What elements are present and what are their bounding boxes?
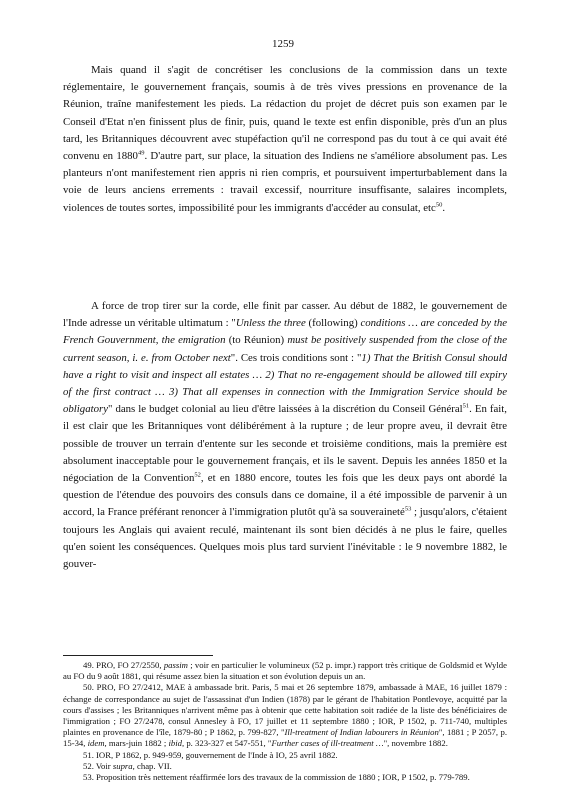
paragraph-text — [63, 298, 507, 573]
footnote-ref-50[interactable]: 50 — [435, 201, 443, 209]
text-run: (to Réunion) — [225, 334, 288, 347]
footnote-53: 53. Proposition très nettement réaffirmée lors des travaux de la commission de 1880 ; IOR, P 1502, p. 779-789. — [83, 772, 470, 783]
footnote-51: 51. IOR, P 1862, p. 949-959, gouvernement de l'Inde à IO, 25 avril 1882. — [83, 749, 338, 760]
italic-text: passim — [163, 660, 188, 670]
text-run: , mars-juin 1882 ; — [104, 738, 169, 749]
text-run: 50. PRO, FO 27/2412, MAE à ambassade brit. Paris, 5 mai et 26 septembre 1879, ambassade à MAE, 16 juillet 1879 : échange de correspondance au sujet de l'assassinat d'un Indien (1878) par le gérant de l'habitation Pontlevoye, acquitté par la cours d'assises ; les Britanniques n'arrivent même pas à obtenir que cette habitation soit radiée de la liste des bénéficiaires de l'immigration ; FO 27/2478, consul Annesley à FO, 17 juillet et 11 septembre 1880 ; IOR, P 1502, p. 711-740, multiples plaintes en provenance de l'île, 1879-80 ; P 1862, p. 799-827, " — [63, 682, 507, 738]
text-run: ", novembre 1882. — [383, 738, 448, 749]
text-run: 49. PRO, FO 27/2550, — [83, 660, 164, 670]
body-paragraph-2 — [63, 298, 507, 573]
text-run: , et en 1880 encore, toutes les fois que les deux pays ont abordé la question de l'étendue des pouvoirs des consuls dans ce domaine, il a été impossible de parvenir à un accord, la France préférant renoncer à l'immigration plutôt qu'à sa souveraineté — [63, 472, 507, 519]
text-run: ". Ces trois conditions sont : " — [230, 351, 362, 364]
italic-text: idem — [87, 738, 105, 749]
body-paragraph-1 — [63, 62, 507, 217]
text-run: " dans le budget colonial au lieu d'être laissées à la discrétion du Conseil Général — [108, 403, 463, 416]
italic-text: supra — [112, 760, 133, 771]
footnote-50 — [63, 682, 507, 749]
footnote-ref-52[interactable]: 52 — [194, 471, 201, 479]
italic-quote: conditions … are conceded by the French Gouvernment, the emigration — [63, 317, 508, 347]
footnotes — [63, 660, 507, 783]
paragraph-text — [63, 62, 507, 217]
italic-quote: Unless the three — [235, 317, 306, 330]
text-run: ; jusqu'alors, c'étaient toujours les Anglais qui avaient reculé, maintenant ils sont bien décidés à ne plus le faire, quelles qu'en soient les conséquences. Quelques mois plus tard survient l'inévitable : le 9 novembre 1882, le gouver- — [63, 506, 508, 571]
text-run: , p. 323-327 et 547-551, " — [181, 738, 272, 749]
text-run: . En fait, il est clair que les Britanniques vont délibérément à la rupture ; de leur propre aveu, il devrait être possible de trouver un terrain d'entente sur les seconde et troisième conditions, mais la première est absolument inacceptable pour le gouvernement français, et ils le savent. Depuis les années 1850 et la négociation de la Convention — [63, 403, 507, 485]
text-run: A force de trop tirer sur la corde, elle finit par casser. Au début de 1882, le gouvernement de l'Inde adresse un véritable ultimatum : " — [63, 300, 507, 330]
footnote-divider — [63, 655, 213, 656]
text-run: ; voir en particulier le volumineux (52 p. impr.) rapport très critique de Goldsmid et Wylde au FO du 9 août 1881, qui résume assez bien la situation et son évolution depuis un an. — [63, 660, 507, 682]
footnote-ref-51[interactable]: 51 — [462, 402, 470, 410]
footnote-49 — [63, 660, 507, 682]
text-run: . D'autre part, sur place, la situation des Indiens ne s'améliore absolument pas. Les planteurs n'ont manifestement rien appris ni rien compris, et poursuivent imperturbablement dans la voie de leurs anciens errements : travail excessif, nourriture insuffisante, salaires incomplets, violences de toutes sortes, impossibilité pour les immigrants d'accéder au consulat, etc — [63, 150, 507, 214]
footnote-ref-49[interactable]: 49 — [137, 149, 145, 157]
text-run: Mais quand il s'agit de concrétiser les conclusions de la commission dans un texte réglementaire, le gouvernement français, soumis à de très vives pressions en provenance de la Réunion, traîne manifestement les pieds. La rédaction du projet de décret puis son examen par le Conseil d'Etat n'en finissent plus de finir, puis, quand le texte est enfin disponible, près d'un an plus tard, les Britanniques découvrent avec stupéfaction qu'il ne correspond pas du tout à ce qui avait été convenu en 1880 — [63, 64, 507, 163]
italic-quote: must be positively suspended from the close of the current season, i. e. from October next — [63, 334, 507, 364]
footnote-ref-53[interactable]: 53 — [404, 505, 412, 513]
text-run: 52. Voir — [83, 760, 113, 771]
italic-quote: 1) That the British Consul should have a right to visit and inspect all estates … 2) That no re-engagement should be allowed till expiry of the first contract … 3) That all expenses in connection with the Immigration Service should be obligatory — [63, 351, 507, 416]
page-number: 1259 — [272, 38, 294, 50]
footnote-52 — [63, 761, 507, 772]
text-run: ", 1881 ; P 2057, p. 15-34, — [63, 727, 508, 749]
text-run: , chap. VII. — [132, 760, 172, 771]
italic-text: Ill-treatment of Indian labourers in Réunion — [284, 727, 439, 738]
italic-text: ibid — [168, 738, 182, 749]
italic-text: Further cases of ill-treatment … — [271, 738, 384, 749]
text-run: (following) — [305, 317, 361, 330]
text-run: . — [442, 201, 446, 214]
